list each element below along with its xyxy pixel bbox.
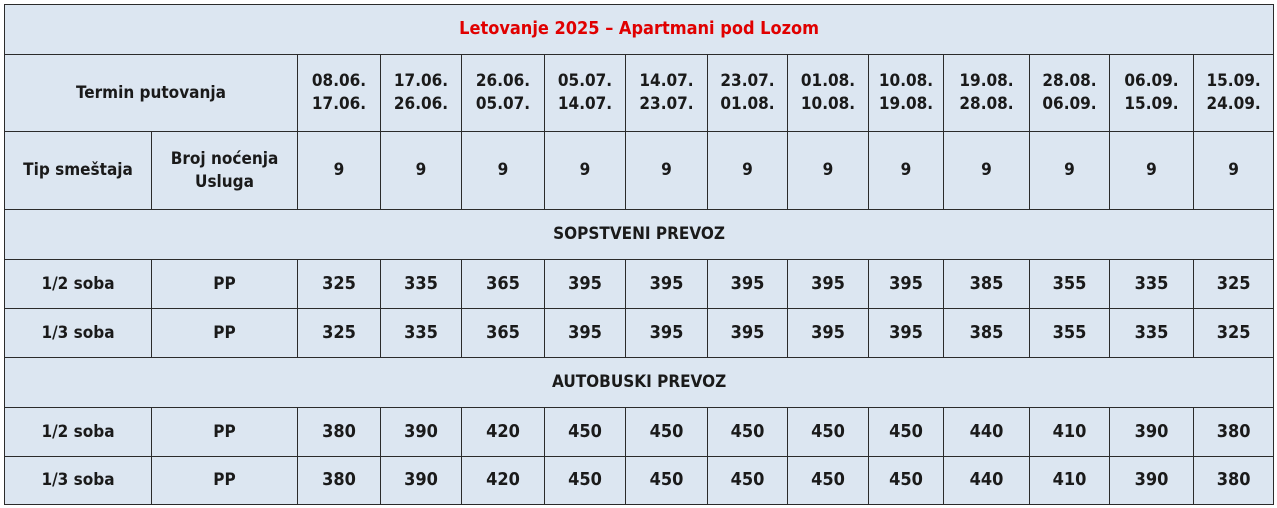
nights-cell: 9 <box>788 132 869 210</box>
price-cell: 395 <box>626 260 708 309</box>
nights-cell: 9 <box>1194 132 1274 210</box>
period-cell <box>545 55 626 132</box>
room-type: 1/2 soba <box>5 408 152 457</box>
price-cell: 440 <box>944 408 1030 457</box>
price-cell: 395 <box>545 260 626 309</box>
nights-cell: 9 <box>545 132 626 210</box>
price-cell: 450 <box>708 408 788 457</box>
price-cell: 335 <box>1110 260 1194 309</box>
period-cell <box>869 55 944 132</box>
nights-cell: 9 <box>462 132 545 210</box>
price-cell: 335 <box>381 260 462 309</box>
room-type: 1/3 soba <box>5 309 152 358</box>
period-to: 14.07. <box>557 94 613 114</box>
usluga-label: Usluga <box>195 171 254 192</box>
price-cell: 450 <box>788 408 869 457</box>
period-cell <box>708 55 788 132</box>
nights-cell: 9 <box>381 132 462 210</box>
period-to: 01.08. <box>720 94 775 114</box>
price-cell: 385 <box>944 309 1030 358</box>
nights-cell: 9 <box>1110 132 1194 210</box>
section-row <box>5 358 1274 408</box>
service: PP <box>152 260 298 309</box>
period-to: 05.07. <box>475 94 531 114</box>
period-from: 05.07. <box>557 71 613 92</box>
service: PP <box>152 457 298 505</box>
service: PP <box>152 309 298 358</box>
tip-label: Tip smeštaja <box>5 132 152 210</box>
price-cell: 365 <box>462 260 545 309</box>
price-cell: 395 <box>788 260 869 309</box>
period-cell <box>298 55 381 132</box>
period-from: 26.06. <box>475 71 531 92</box>
price-cell: 385 <box>944 260 1030 309</box>
nights-cell: 9 <box>626 132 708 210</box>
price-row <box>5 457 1274 505</box>
nights-cell: 9 <box>944 132 1030 210</box>
period-cell <box>1194 55 1274 132</box>
price-cell: 380 <box>298 408 381 457</box>
price-cell: 450 <box>708 457 788 505</box>
period-cell <box>381 55 462 132</box>
price-cell: 410 <box>1030 457 1110 505</box>
price-cell: 325 <box>298 309 381 358</box>
period-from: 19.08. <box>959 71 1014 92</box>
price-cell: 450 <box>545 457 626 505</box>
price-cell: 450 <box>626 457 708 505</box>
nights-cell: 9 <box>298 132 381 210</box>
room-type: 1/2 soba <box>5 260 152 309</box>
price-cell: 380 <box>1194 457 1274 505</box>
price-cell: 450 <box>545 408 626 457</box>
period-to: 17.06. <box>311 94 367 114</box>
price-cell: 410 <box>1030 408 1110 457</box>
period-cell <box>626 55 708 132</box>
price-cell: 395 <box>626 309 708 358</box>
price-row <box>5 408 1274 457</box>
price-cell: 390 <box>381 408 462 457</box>
price-row <box>5 260 1274 309</box>
room-type: 1/3 soba <box>5 457 152 505</box>
price-cell: 395 <box>545 309 626 358</box>
period-from: 10.08. <box>878 71 934 92</box>
broj-label: Broj noćenja <box>170 148 279 169</box>
price-cell: 325 <box>1194 260 1274 309</box>
period-to: 26.06. <box>393 94 449 114</box>
price-cell: 390 <box>381 457 462 505</box>
price-cell: 395 <box>708 309 788 358</box>
section-row <box>5 210 1274 260</box>
period-from: 15.09. <box>1206 71 1261 92</box>
period-from: 28.08. <box>1042 71 1097 92</box>
period-from: 23.07. <box>720 71 775 92</box>
nights-cell: 9 <box>869 132 944 210</box>
nights-cell: 9 <box>1030 132 1110 210</box>
price-cell: 450 <box>869 457 944 505</box>
table-title: Letovanje 2025 – Apartmani pod Lozom <box>5 5 1274 55</box>
period-from: 01.08. <box>800 71 856 92</box>
price-cell: 450 <box>626 408 708 457</box>
period-to: 23.07. <box>639 94 694 114</box>
termin-label: Termin putovanja <box>5 55 298 132</box>
price-cell: 440 <box>944 457 1030 505</box>
price-cell: 325 <box>298 260 381 309</box>
nights-row <box>5 132 1274 210</box>
period-row <box>5 55 1274 132</box>
period-to: 19.08. <box>878 94 934 114</box>
price-cell: 355 <box>1030 309 1110 358</box>
price-cell: 450 <box>869 408 944 457</box>
period-cell <box>944 55 1030 132</box>
period-from: 14.07. <box>639 71 694 92</box>
price-table <box>4 4 1274 505</box>
price-cell: 395 <box>708 260 788 309</box>
price-cell: 325 <box>1194 309 1274 358</box>
period-cell <box>462 55 545 132</box>
period-to: 06.09. <box>1042 94 1097 114</box>
price-row <box>5 309 1274 358</box>
period-from: 17.06. <box>393 71 449 92</box>
price-cell: 365 <box>462 309 545 358</box>
broj-usluga-label <box>152 132 298 210</box>
price-cell: 395 <box>869 260 944 309</box>
section-title: SOPSTVENI PREVOZ <box>5 210 1274 260</box>
period-to: 10.08. <box>800 94 856 114</box>
price-cell: 335 <box>1110 309 1194 358</box>
period-to: 24.09. <box>1206 94 1261 114</box>
service: PP <box>152 408 298 457</box>
price-cell: 390 <box>1110 408 1194 457</box>
period-to: 28.08. <box>959 94 1014 114</box>
price-cell: 395 <box>869 309 944 358</box>
price-cell: 420 <box>462 408 545 457</box>
price-cell: 355 <box>1030 260 1110 309</box>
period-from: 06.09. <box>1124 71 1179 92</box>
title-row <box>5 5 1274 55</box>
period-to: 15.09. <box>1124 94 1179 114</box>
price-cell: 380 <box>298 457 381 505</box>
price-cell: 335 <box>381 309 462 358</box>
price-cell: 380 <box>1194 408 1274 457</box>
period-cell <box>1110 55 1194 132</box>
section-title: AUTOBUSKI PREVOZ <box>5 358 1274 408</box>
price-cell: 395 <box>788 309 869 358</box>
price-cell: 450 <box>788 457 869 505</box>
nights-cell: 9 <box>708 132 788 210</box>
period-cell <box>1030 55 1110 132</box>
price-cell: 420 <box>462 457 545 505</box>
period-cell <box>788 55 869 132</box>
price-cell: 390 <box>1110 457 1194 505</box>
period-from: 08.06. <box>311 71 367 92</box>
